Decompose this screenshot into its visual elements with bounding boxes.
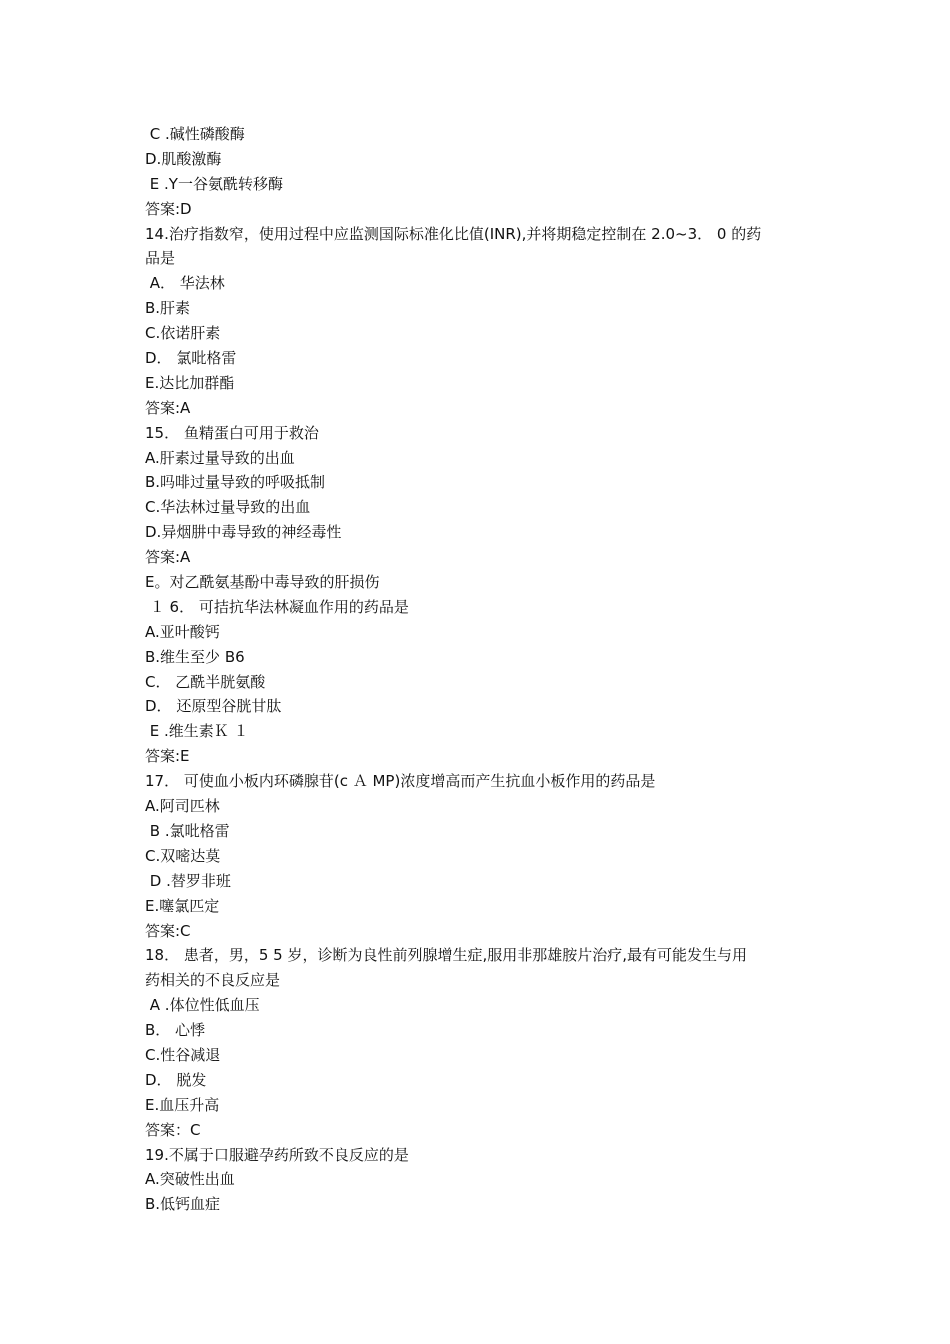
question-line: 19.不属于口服避孕药所致不良反应的是 [145, 1145, 409, 1164]
question-line: １ 6． 可拮抗华法林凝血作用的药品是 [145, 597, 409, 616]
question-line: 药相关的不良反应是 [145, 971, 281, 990]
option-line: C.双嘧达莫 [145, 846, 221, 865]
option-line: C． 乙酰半胱氨酸 [145, 672, 266, 691]
question-line: 品是 [145, 249, 176, 268]
option-line: B.吗啡过量导致的呼吸抵制 [145, 473, 326, 492]
option-line: C.依诺肝素 [145, 324, 221, 343]
question-line: 18． 患者，男，5 5 岁，诊断为良性前列腺增生症,服用非那雄胺片治疗,最有可能发生与用 [145, 946, 748, 965]
answer-line: 答案：C [145, 1120, 201, 1139]
text-line: C .碱性磷酸酶 [145, 125, 245, 143]
question-line: 17． 可使血小板内环磷腺苷(c Ａ MP)浓度增高而产生抗血小板作用的药品是 [145, 772, 656, 791]
option-line: C.性谷减退 [145, 1045, 221, 1064]
option-line: E.噻氯匹定 [145, 896, 220, 915]
option-line: A． 华法林 [145, 274, 225, 293]
option-line: B .氯吡格雷 [145, 821, 230, 840]
text-line: E .Y一谷氨酰转移酶 [145, 174, 283, 193]
option-line: D.异烟肼中毒导致的神经毒性 [145, 523, 342, 542]
question-line: 14.治疗指数窄，使用过程中应监测国际标准化比值(INR),并将期稳定控制在 2.0~3． 0 的药 [145, 224, 762, 243]
option-line: D .替罗非班 [145, 871, 231, 890]
option-line: D． 氯吡格雷 [145, 349, 237, 368]
option-line: E.血压升高 [145, 1095, 220, 1114]
option-line: A.亚叶酸钙 [145, 622, 220, 641]
option-line: A.突破性出血 [145, 1170, 235, 1189]
option-line: C.华法林过量导致的出血 [145, 498, 311, 517]
option-line: B.低钙血症 [145, 1195, 221, 1214]
option-line: B.肝素 [145, 299, 191, 318]
option-line: B.维生至少 B6 [145, 647, 245, 666]
option-line: E.达比加群酯 [145, 373, 235, 392]
option-line: A .体位性低血压 [145, 996, 260, 1015]
answer-line: 答案:D [145, 199, 192, 218]
question-line: 15． 鱼精蛋白可用于救治 [145, 423, 319, 442]
answer-line: 答案:A [145, 398, 191, 417]
option-line: D． 脱发 [145, 1070, 207, 1089]
document-body [145, 122, 815, 1217]
option-line: D． 还原型谷胱甘肽 [145, 697, 282, 716]
option-line: B． 心悸 [145, 1021, 206, 1040]
option-line: A.阿司匹林 [145, 797, 220, 816]
option-line: E .维生素Ｋ １ [145, 722, 249, 741]
option-line: A.肝素过量导致的出血 [145, 448, 295, 467]
answer-line: 答案:E [145, 747, 190, 766]
option-line: E。对乙酰氨基酚中毒导致的肝损伤 [145, 573, 380, 592]
text-line: D.肌酸激酶 [145, 149, 222, 168]
answer-line: 答案:A [145, 548, 191, 567]
answer-line: 答案:C [145, 921, 191, 940]
